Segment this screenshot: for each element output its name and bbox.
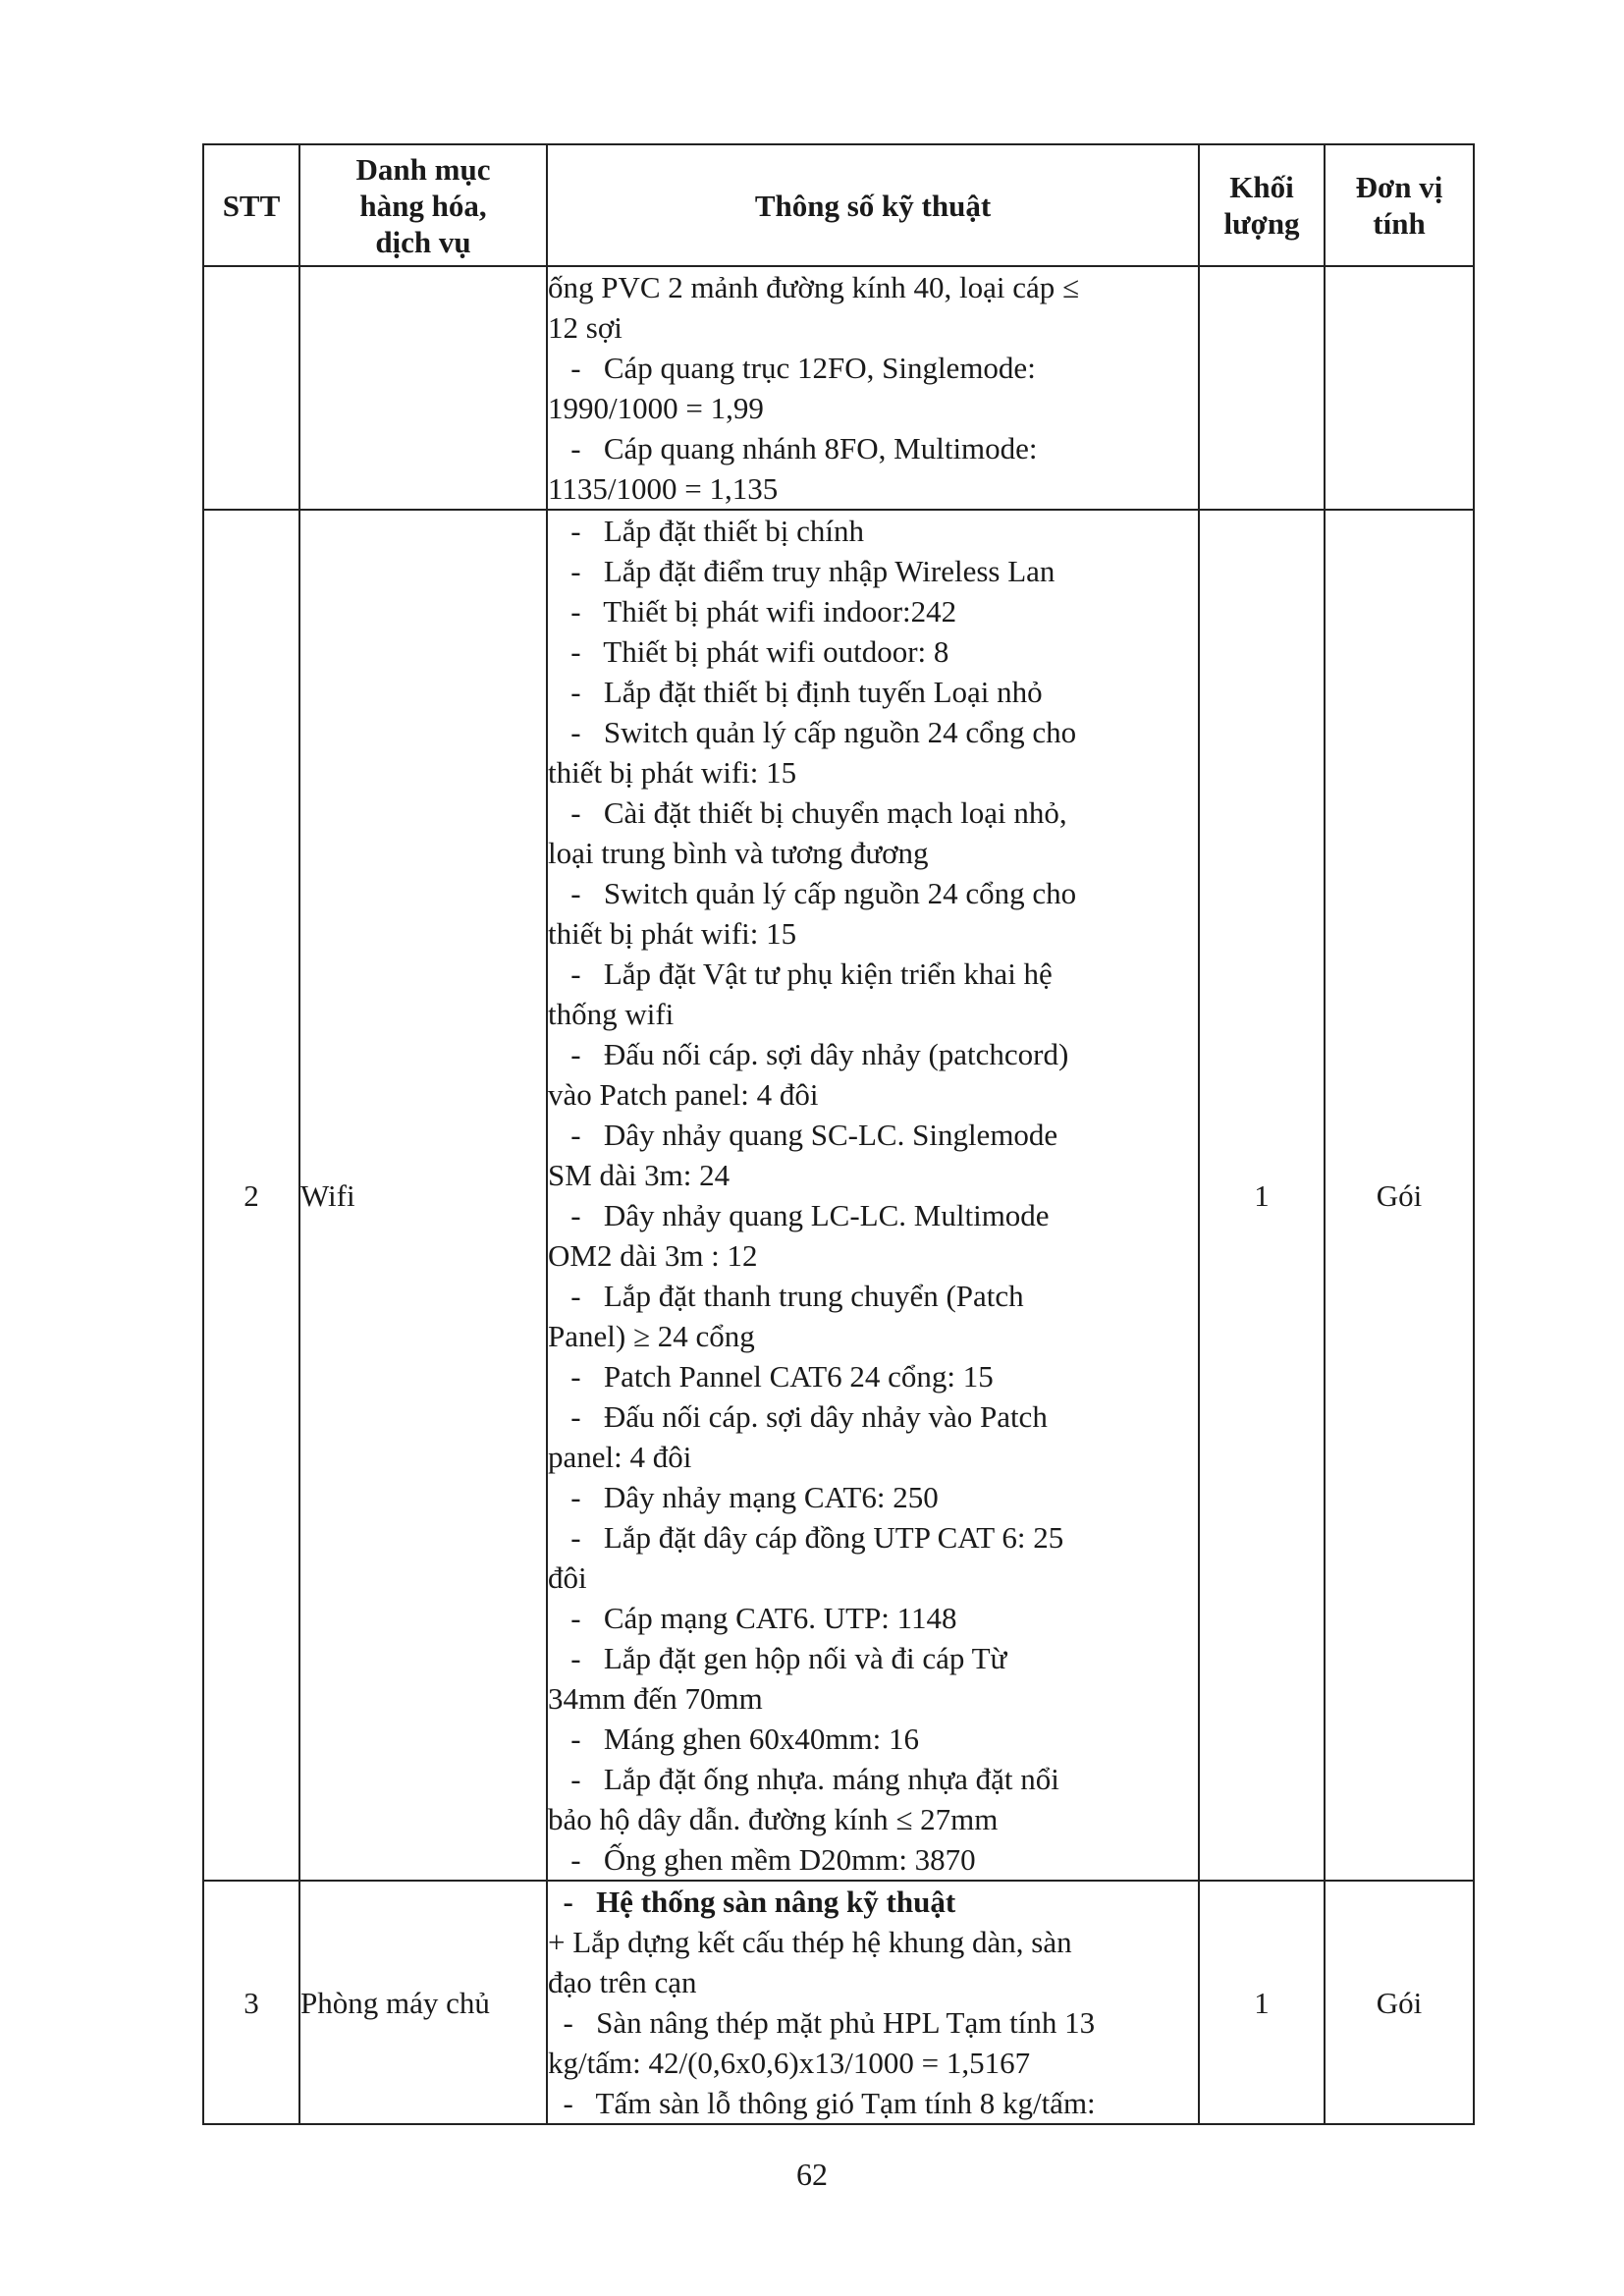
spec-line: - Đấu nối cáp. sợi dây nhảy vào Patch [548, 1399, 1048, 1434]
spec-line: - Lắp đặt thiết bị định tuyến Loại nhỏ [548, 675, 1043, 709]
spec-line: OM2 dài 3m : 12 [548, 1238, 758, 1273]
spec-line: 1135/1000 = 1,135 [548, 471, 779, 506]
header-unit [1325, 144, 1474, 266]
spec-line: đạo trên cạn [548, 1965, 697, 1999]
spec-line: - Dây nhảy mạng CAT6: 250 [548, 1480, 939, 1514]
spec-line: - Lắp đặt Vật tư phụ kiện triển khai hệ [548, 957, 1053, 991]
row-specification [547, 266, 1199, 510]
spec-line: - Switch quản lý cấp nguồn 24 cổng cho [548, 715, 1077, 749]
row-quantity: 1 [1199, 1881, 1325, 2124]
header-quantity-line: Khối [1229, 170, 1294, 204]
spec-line: - Switch quản lý cấp nguồn 24 cổng cho [548, 876, 1077, 910]
spec-line: bảo hộ dây dẫn. đường kính ≤ 27mm [548, 1802, 999, 1836]
table-row [203, 266, 1474, 510]
spec-line: - Ống ghen mềm D20mm: 3870 [548, 1842, 976, 1877]
row-quantity [1199, 266, 1325, 510]
row-unit [1325, 266, 1474, 510]
spec-line: vào Patch panel: 4 đôi [548, 1077, 819, 1112]
spec-line: loại trung bình và tương đương [548, 836, 929, 870]
spec-line: thiết bị phát wifi: 15 [548, 916, 797, 951]
row-stt: 2 [203, 510, 299, 1881]
spec-line: - Lắp đặt điểm truy nhập Wireless Lan [548, 554, 1056, 588]
spec-line: 12 sợi [548, 310, 623, 345]
spec-line: - Tấm sàn lỗ thông gió Tạm tính 8 kg/tấm: [548, 2086, 1096, 2120]
spec-line: - Lắp đặt ống nhựa. máng nhựa đặt nổi [548, 1762, 1059, 1796]
table-body [203, 266, 1474, 2124]
header-quantity [1199, 144, 1325, 266]
spec-line: - Sàn nâng thép mặt phủ HPL Tạm tính 13 [548, 2005, 1096, 2040]
spec-line: - Hệ thống sàn nâng kỹ thuật [548, 1885, 956, 1919]
row-unit: Gói [1325, 510, 1474, 1881]
spec-line: thiết bị phát wifi: 15 [548, 755, 797, 790]
header-item-name [299, 144, 547, 266]
spec-line: - Cáp mạng CAT6. UTP: 1148 [548, 1601, 957, 1635]
spec-line: kg/tấm: 42/(0,6x0,6)x13/1000 = 1,5167 [548, 2046, 1031, 2080]
row-item-name: Wifi [299, 510, 547, 1881]
table-row [203, 1881, 1474, 2124]
spec-line: - Lắp đặt thanh trung chuyển (Patch [548, 1279, 1024, 1313]
spec-line: - Lắp đặt dây cáp đồng UTP CAT 6: 25 [548, 1520, 1064, 1555]
row-item-name [299, 266, 547, 510]
row-quantity: 1 [1199, 510, 1325, 1881]
spec-line: - Lắp đặt gen hộp nối và đi cáp Từ [548, 1641, 1007, 1675]
spec-line: - Patch Pannel CAT6 24 cổng: 15 [548, 1359, 994, 1394]
row-stt: 3 [203, 1881, 299, 2124]
spec-line: panel: 4 đôi [548, 1440, 692, 1474]
spec-line: + Lắp dựng kết cấu thép hệ khung dàn, sàn [548, 1925, 1072, 1959]
header-quantity-line: lượng [1223, 206, 1300, 241]
spec-line: SM dài 3m: 24 [548, 1158, 731, 1192]
row-unit: Gói [1325, 1881, 1474, 2124]
spec-line: - Lắp đặt thiết bị chính [548, 514, 864, 548]
spec-line: 34mm đến 70mm [548, 1681, 763, 1716]
header-item-name-line: Danh mục [355, 151, 491, 187]
spec-line: - Dây nhảy quang LC-LC. Multimode [548, 1198, 1050, 1232]
spec-line: ống PVC 2 mảnh đường kính 40, loại cáp ≤ [548, 270, 1080, 304]
spec-line: 1990/1000 = 1,99 [548, 391, 764, 425]
spec-line: - Thiết bị phát wifi indoor:242 [548, 594, 957, 629]
spec-line: - Cài đặt thiết bị chuyển mạch loại nhỏ, [548, 795, 1067, 830]
spec-line: Panel) ≥ 24 cổng [548, 1319, 755, 1353]
spec-line: - Cáp quang nhánh 8FO, Multimode: [548, 431, 1038, 465]
row-stt [203, 266, 299, 510]
row-specification [547, 510, 1199, 1881]
spec-line: - Máng ghen 60x40mm: 16 [548, 1722, 919, 1756]
header-item-name-line: hàng hóa, [359, 188, 487, 223]
spec-line: - Thiết bị phát wifi outdoor: 8 [548, 634, 949, 669]
header-stt: STT [203, 144, 299, 266]
row-item-name: Phòng máy chủ [299, 1881, 547, 2124]
spec-line: - Đấu nối cáp. sợi dây nhảy (patchcord) [548, 1037, 1069, 1071]
page-number: 62 [796, 2157, 828, 2192]
spec-table [202, 143, 1475, 2125]
header-item-name-line: dịch vụ [375, 224, 471, 259]
row-specification [547, 1881, 1199, 2124]
spec-line: đôi [548, 1560, 587, 1595]
table-header-row [203, 144, 1474, 266]
header-unit-line: Đơn vị [1355, 170, 1443, 204]
header-specification: Thông số kỹ thuật [547, 144, 1199, 266]
spec-line: - Dây nhảy quang SC-LC. Singlemode [548, 1118, 1058, 1152]
spec-line: - Cáp quang trục 12FO, Singlemode: [548, 351, 1036, 385]
spec-line: thống wifi [548, 997, 675, 1031]
table-row [203, 510, 1474, 1881]
header-unit-line: tính [1373, 206, 1426, 241]
